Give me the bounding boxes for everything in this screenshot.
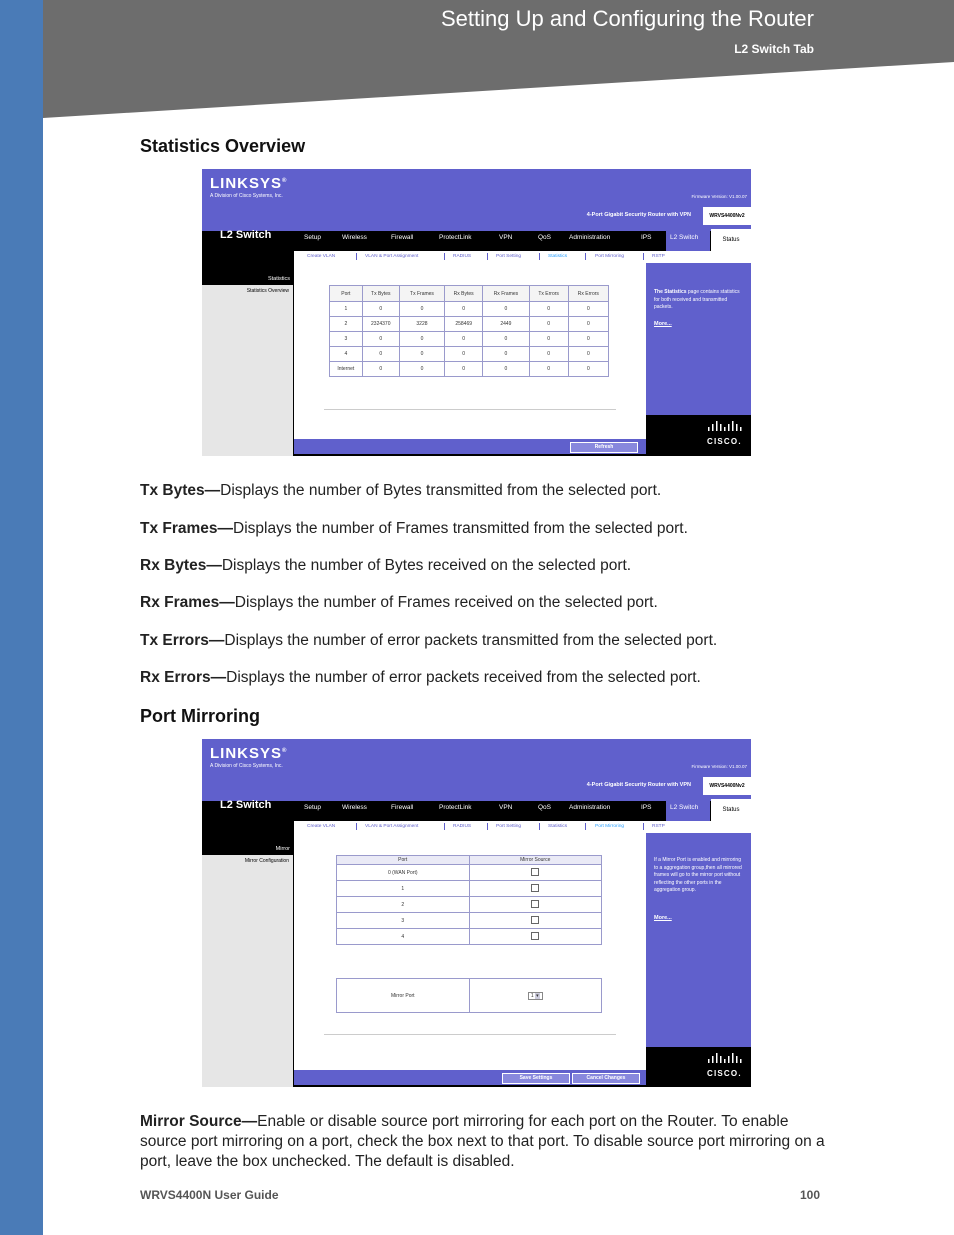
- table-row: 4 0 0 0 0 0 0: [330, 347, 609, 362]
- mirror-source-checkbox[interactable]: [531, 868, 539, 876]
- subnav-rstp[interactable]: RSTP: [652, 824, 665, 829]
- tab-l2-switch[interactable]: L2 Switch: [670, 804, 699, 811]
- tab-setup[interactable]: Setup: [304, 804, 321, 811]
- help-panel: [646, 263, 751, 435]
- tab-administration[interactable]: Administration: [569, 804, 611, 811]
- subnav-create-vlan[interactable]: Create VLAN: [307, 824, 336, 829]
- table-row: Internet 0 0 0 0 0 0: [330, 362, 609, 377]
- logo-subtitle: A Division of Cisco Systems, Inc.: [210, 763, 283, 769]
- sub-navigation: [294, 251, 751, 263]
- port-mirroring-screenshot: [202, 739, 751, 1087]
- definition-rx-bytes: Rx Bytes—Displays the number of Bytes received on the selected port.: [140, 557, 632, 574]
- table-row: 1: [337, 881, 602, 897]
- tab-ips[interactable]: IPS: [641, 234, 652, 241]
- linksys-logo: LINKSYS®: [210, 175, 288, 192]
- mirror-source-table: [336, 855, 602, 945]
- footer-page-number: 100: [800, 1188, 821, 1202]
- chevron-down-icon: ▾: [536, 992, 539, 999]
- bottom-bar: [294, 1070, 646, 1085]
- footer-guide-name: WRVS4400N User Guide: [140, 1188, 279, 1202]
- mirror-port-label: Mirror Port: [337, 979, 470, 1013]
- cisco-logo: [646, 1047, 751, 1087]
- subnav-port-setting[interactable]: Port Setting: [496, 254, 522, 259]
- tab-protectlink[interactable]: ProtectLink: [439, 234, 472, 241]
- tab-setup[interactable]: Setup: [304, 234, 321, 241]
- subnav-radius[interactable]: RADIUS: [453, 824, 472, 829]
- table-row: 3: [337, 913, 602, 929]
- section-title-statistics: Statistics Overview: [140, 136, 306, 156]
- firmware-version: Firmware Version: V1.00.07: [691, 194, 747, 199]
- statistics-screenshot: [202, 169, 751, 456]
- mirror-source-checkbox[interactable]: [531, 884, 539, 892]
- left-panel-heading: Statistics: [202, 273, 293, 285]
- bottom-bar: [294, 439, 646, 454]
- definition-rx-frames: Rx Frames—Displays the number of Frames received on the selected port.: [140, 594, 658, 611]
- help-panel: [646, 833, 751, 1066]
- main-tabs: [294, 229, 751, 251]
- firmware-version: Firmware Version: V1.00.07: [691, 764, 747, 769]
- product-name: 4-Port Gigabit Security Router with VPN: [586, 212, 691, 218]
- tab-wireless[interactable]: Wireless: [342, 234, 367, 241]
- mirror-source-checkbox[interactable]: [531, 932, 539, 940]
- table-row: 3 0 0 0 0 0 0: [330, 332, 609, 347]
- logo-subtitle: A Division of Cisco Systems, Inc.: [210, 193, 283, 199]
- tab-administration[interactable]: Administration: [569, 234, 611, 241]
- table-header-row: Port Tx Bytes Tx Frames Rx Bytes Rx Frames Tx Errors Rx Errors: [330, 286, 609, 302]
- model-number: WRVS4400Nv2: [703, 777, 751, 795]
- subnav-statistics[interactable]: Statistics: [548, 824, 568, 829]
- definition-rx-errors: Rx Errors—Displays the number of error packets received from the selected port.: [140, 669, 701, 686]
- section-title-port-mirroring: Port Mirroring: [140, 706, 260, 726]
- left-margin-bar: [0, 0, 43, 1235]
- model-number: WRVS4400Nv2: [703, 207, 751, 225]
- refresh-button[interactable]: Refresh: [570, 442, 638, 453]
- subnav-rstp[interactable]: RSTP: [652, 254, 665, 259]
- main-tabs: [294, 799, 751, 821]
- tab-qos[interactable]: QoS: [538, 234, 552, 241]
- product-bar: [294, 777, 751, 795]
- section-label: L2 Switch: [220, 799, 272, 811]
- section-label: L2 Switch: [220, 229, 272, 241]
- table-row: 0 (WAN Port): [337, 865, 602, 881]
- subnav-port-setting[interactable]: Port Setting: [496, 824, 522, 829]
- mirror-source-checkbox[interactable]: [531, 916, 539, 924]
- cisco-wordmark: CISCO.: [707, 1069, 742, 1078]
- mirror-port-select[interactable]: 1 ▾: [528, 992, 543, 1000]
- cisco-bars-icon: [708, 1053, 750, 1065]
- subnav-vlan-port-assignment[interactable]: VLAN & Port Assignment: [365, 254, 419, 259]
- subnav-vlan-port-assignment[interactable]: VLAN & Port Assignment: [365, 824, 419, 829]
- status-button[interactable]: Status: [711, 229, 751, 251]
- sub-navigation: [294, 821, 751, 833]
- help-more-link[interactable]: More...: [654, 915, 672, 921]
- left-panel-heading: Mirror: [202, 843, 293, 855]
- table-row: 2 2324370 3228 258469 2449 0 0: [330, 317, 609, 332]
- help-more-link[interactable]: More...: [654, 321, 672, 327]
- left-panel: [202, 273, 293, 456]
- tab-l2-switch[interactable]: L2 Switch: [670, 234, 699, 241]
- tab-firewall[interactable]: Firewall: [391, 804, 414, 811]
- tab-ips[interactable]: IPS: [641, 804, 652, 811]
- left-panel: [202, 843, 293, 1087]
- linksys-logo: LINKSYS®: [210, 745, 288, 762]
- content-divider: [324, 1034, 616, 1035]
- header-subtitle: L2 Switch Tab: [734, 42, 814, 56]
- subnav-statistics[interactable]: Statistics: [548, 254, 568, 259]
- definition-mirror-source: Mirror Source—Enable or disable source port mirroring for each port on the Router. To enable source port mirroring on a port, check the box next to that port. To disable source port mirroring on a port, leave the box unchecked. The default is disabled.: [140, 1113, 825, 1170]
- table-row: 1 0 0 0 0 0 0: [330, 302, 609, 317]
- header-title: Setting Up and Configuring the Router: [440, 6, 814, 31]
- cisco-logo: [646, 415, 751, 456]
- statistics-table: [329, 285, 609, 377]
- cisco-bars-icon: [708, 421, 750, 433]
- tab-qos[interactable]: QoS: [538, 804, 552, 811]
- subnav-radius[interactable]: RADIUS: [453, 254, 472, 259]
- content-divider: [324, 409, 616, 410]
- tab-vpn[interactable]: VPN: [499, 804, 513, 811]
- tab-vpn[interactable]: VPN: [499, 234, 513, 241]
- status-button[interactable]: Status: [711, 799, 751, 821]
- cancel-changes-button[interactable]: Cancel Changes: [572, 1073, 640, 1084]
- subnav-port-mirroring[interactable]: Port Mirroring: [595, 254, 625, 259]
- cisco-wordmark: CISCO.: [707, 437, 742, 446]
- table-row: 2: [337, 897, 602, 913]
- product-name: 4-Port Gigabit Security Router with VPN: [586, 782, 691, 788]
- help-text: The Statistics page contains statistics for both received and transmitted packets.: [654, 289, 740, 310]
- left-panel-subheading: Statistics Overview: [246, 288, 289, 294]
- definition-tx-bytes: Tx Bytes—Displays the number of Bytes transmitted from the selected port.: [140, 482, 662, 499]
- help-text: If a Mirror Port is enabled and mirroring to a aggregation group,then all mirrored frames will go to the mirror port without reflecting the other ports in the aggregation group.: [654, 857, 742, 893]
- subnav-port-mirroring[interactable]: Port Mirroring: [595, 824, 625, 829]
- tab-wireless[interactable]: Wireless: [342, 804, 367, 811]
- definition-tx-errors: Tx Errors—Displays the number of error packets transmitted from the selected port.: [140, 632, 718, 649]
- table-row: [337, 979, 602, 1013]
- tab-protectlink[interactable]: ProtectLink: [439, 804, 472, 811]
- table-row: 4: [337, 929, 602, 945]
- mirror-source-checkbox[interactable]: [531, 900, 539, 908]
- mirror-port-table: [336, 978, 602, 1013]
- product-bar: [294, 207, 751, 225]
- table-header-row: Port Mirror Source: [337, 856, 602, 865]
- page-header: [43, 0, 954, 120]
- save-settings-button[interactable]: Save Settings: [502, 1073, 570, 1084]
- tab-firewall[interactable]: Firewall: [391, 234, 414, 241]
- definition-tx-frames: Tx Frames—Displays the number of Frames transmitted from the selected port.: [140, 520, 688, 537]
- left-panel-subheading: Mirror Configuration: [244, 858, 289, 864]
- subnav-create-vlan[interactable]: Create VLAN: [307, 254, 336, 259]
